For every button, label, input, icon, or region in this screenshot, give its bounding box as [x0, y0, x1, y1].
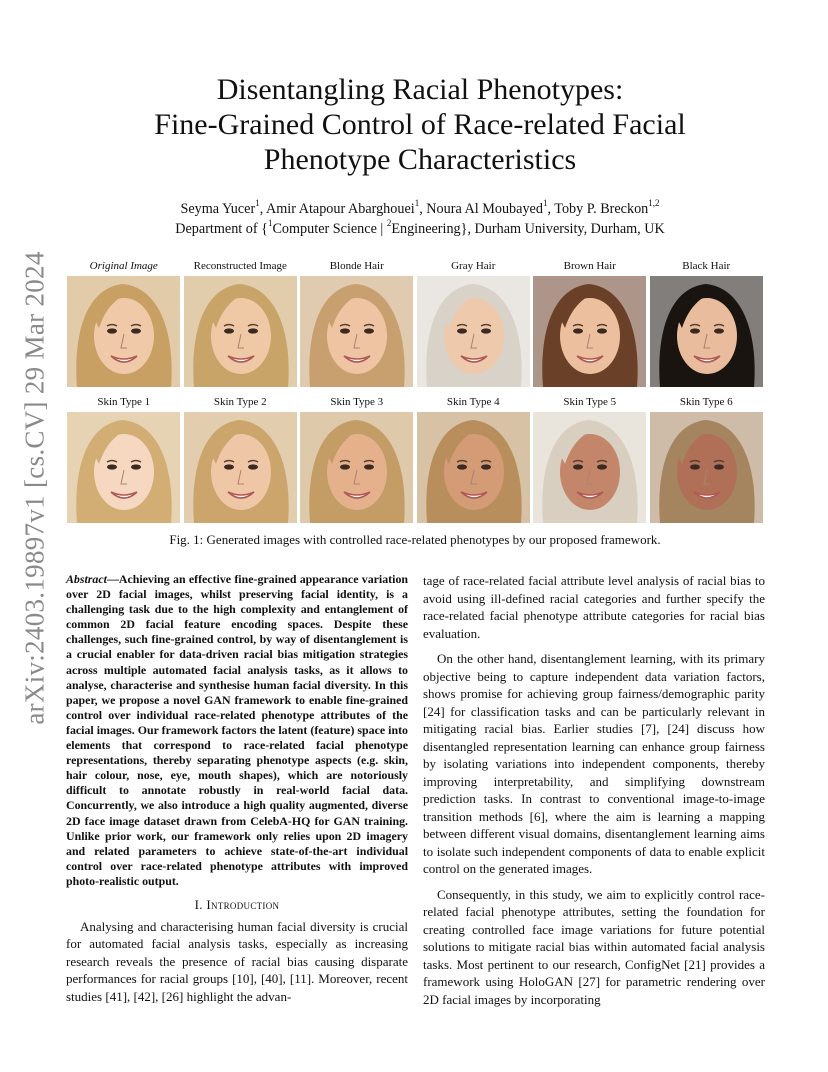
affiliation	[90, 219, 750, 239]
skin-variant-cell	[66, 392, 182, 523]
abstract-lead: Abstract	[66, 572, 107, 586]
skin-variant-label: Skin Type 1	[97, 396, 151, 408]
title-line-3: Phenotype Characteristics	[263, 143, 577, 176]
author-list: Seyma Yucer$^1$, Amir Atapour Abarghouei$^1$, Noura Al Moubayed$^1$, Toby P. Breckon$^{1,2}$	[180, 198, 660, 217]
author-3-sup: 1	[542, 198, 548, 209]
right-paragraph-2: Consequently, in this study, we aim to explicitly control race-related facial phenotype attributes, setting the foundation for creating controlled face image variations for future potential solutions to mitigate racial bias within automated facial analysis tasks. Most pertinent to our research, ConfigNet [21] provides a framework using HoloGAN [27] for parametric rendering over 2D facial images by incorporating	[423, 886, 765, 1007]
figure-row-skin	[66, 392, 764, 523]
section-heading-introduction	[66, 897, 408, 913]
arxiv-stamp	[14, 251, 56, 725]
affil-sup-1: 1	[267, 218, 273, 229]
author-1-sup: 1	[255, 198, 260, 209]
hair-variant-cell	[532, 256, 648, 387]
hair-variant-cell	[649, 256, 765, 387]
skin-variant-cell	[416, 392, 532, 523]
author-4: Toby P. Breckon	[554, 201, 649, 217]
skin-variant-face-image	[67, 412, 180, 523]
hair-variant-cell	[66, 256, 182, 387]
hair-variant-face-image	[67, 276, 180, 387]
paper-title	[90, 72, 750, 177]
affil-dept-2: Engineering}, Durham University, Durham, UK	[391, 221, 665, 237]
hair-variant-face-image	[184, 276, 297, 387]
hair-variant-face-image	[300, 276, 413, 387]
author-3: Noura Al Moubayed	[426, 201, 543, 217]
skin-variant-cell	[183, 392, 299, 523]
affil-sup-2: 2	[386, 218, 392, 229]
skin-variant-label: Skin Type 5	[563, 396, 617, 408]
right-paragraph-0: tage of race-related facial attribute level analysis of racial bias to avoid using ill-defined racial categories and further specify the race-related facial phenotype attribute categories for racial bias evaluation.	[423, 573, 765, 641]
skin-variant-cell	[299, 392, 415, 523]
skin-variant-face-image	[650, 412, 763, 523]
skin-variant-label: Skin Type 3	[330, 396, 384, 408]
hair-variant-label: Black Hair	[682, 260, 731, 272]
skin-variant-face-image	[300, 412, 413, 523]
intro-paragraph-1: Analysing and characterising human facial diversity is crucial for automated facial analysis tasks, especially as increasing research reveals the presence of racial bias causing disparate performances for racial groups [10], [40], [11]. Moreover, recent studies [41], [42], [26] highlight the advan-	[66, 918, 408, 1004]
right-paragraph-1: On the other hand, disentanglement learning, with its primary objective being to capture independent data variation factors, shows promise for achieving group fairness/demographic parity [24] for classification tasks and can be particularly relevant in mitigating racial bias. Earlier studies [7], [24] discuss how disentangled representation learning can enhance group fairness by isolating variations into independent components, thereby improving interpretability, and simplifying downstream prediction tasks. In contrast to conventional image-to-image transition methods [6], where the aim is learning a mapping between different visual domains, disentanglement learning aims to isolate such independent components of data to enable explicit control on the generated images.	[423, 651, 765, 876]
right-column	[423, 572, 765, 1016]
figure-row-hair	[66, 256, 764, 387]
figure-1	[66, 256, 764, 523]
skin-variant-cell	[649, 392, 765, 523]
hair-variant-label: Gray Hair	[451, 260, 496, 272]
hair-variant-face-image	[417, 276, 530, 387]
affil-prefix: Department of {	[175, 221, 268, 237]
skin-variant-face-image	[533, 412, 646, 523]
skin-variant-label: Skin Type 6	[679, 396, 733, 408]
hair-variant-label: Original Image	[89, 260, 158, 272]
abstract-text: —Achieving an effective fine-grained appearance variation over 2D facial images, whilst preserving facial identity, is a challenging task due to the high complexity and entanglement of common 2D facial feature encoding spaces. Despite these challenges, such fine-grained control, by way of disentanglement is a crucial enabler for data-driven racial bias mitigation strategies across multiple automated facial analysis tasks, as it allows to analyse, characterise and synthesise human facial diversity. In this paper, we propose a novel GAN framework to enable fine-grained control over individual race-related phenotype attributes of the facial images. Our framework factors the latent (feature) space into elements that correspond to race-related facial phenotype representations, thereby separating phenotype aspects (e.g. skin, hair colour, nose, eye, mouth shapes), which are notoriously difficult to annotate robustly in real-world facial data. Concurrently, we also introduce a high quality augmented, diverse 2D face image dataset drawn from CelebA-HQ for GAN training. Unlike prior work, our framework only relies upon 2D imagery and related parameters to achieve state-of-the-art individual control over race-related phenotype attributes with improved photo-realistic output.	[66, 572, 408, 888]
left-column	[66, 572, 408, 1013]
skin-variant-label: Skin Type 4	[446, 396, 500, 408]
skin-variant-face-image	[184, 412, 297, 523]
abstract	[66, 572, 408, 889]
section-title: Introduction	[206, 896, 280, 912]
hair-variant-face-image	[533, 276, 646, 387]
figure-caption: Fig. 1: Generated images with controlled race-related phenotypes by our proposed framework.	[169, 532, 661, 547]
hair-variant-cell	[416, 256, 532, 387]
title-line-1: Disentangling Racial Phenotypes:	[216, 73, 624, 106]
hair-variant-label: Reconstructed Image	[193, 260, 287, 272]
skin-variant-cell	[532, 392, 648, 523]
skin-variant-label: Skin Type 2	[213, 396, 267, 408]
section-number: I.	[194, 896, 207, 912]
hair-variant-cell	[299, 256, 415, 387]
arxiv-stamp-text: arXiv:2403.19897v1 [cs.CV] 29 Mar 2024	[19, 251, 50, 725]
skin-variant-face-image	[417, 412, 530, 523]
author-2: Amir Atapour Abarghouei	[266, 201, 415, 217]
author-4-sup: 1,2	[648, 198, 660, 209]
hair-variant-label: Blonde Hair	[329, 260, 384, 272]
hair-variant-label: Brown Hair	[563, 260, 616, 272]
hair-variant-cell	[183, 256, 299, 387]
hair-variant-face-image	[650, 276, 763, 387]
author-1: Seyma Yucer	[180, 201, 256, 217]
author-2-sup: 1	[414, 198, 420, 209]
title-line-2: Fine-Grained Control of Race-related Facial	[154, 108, 686, 141]
affil-dept-1: Computer Science |	[272, 221, 387, 237]
